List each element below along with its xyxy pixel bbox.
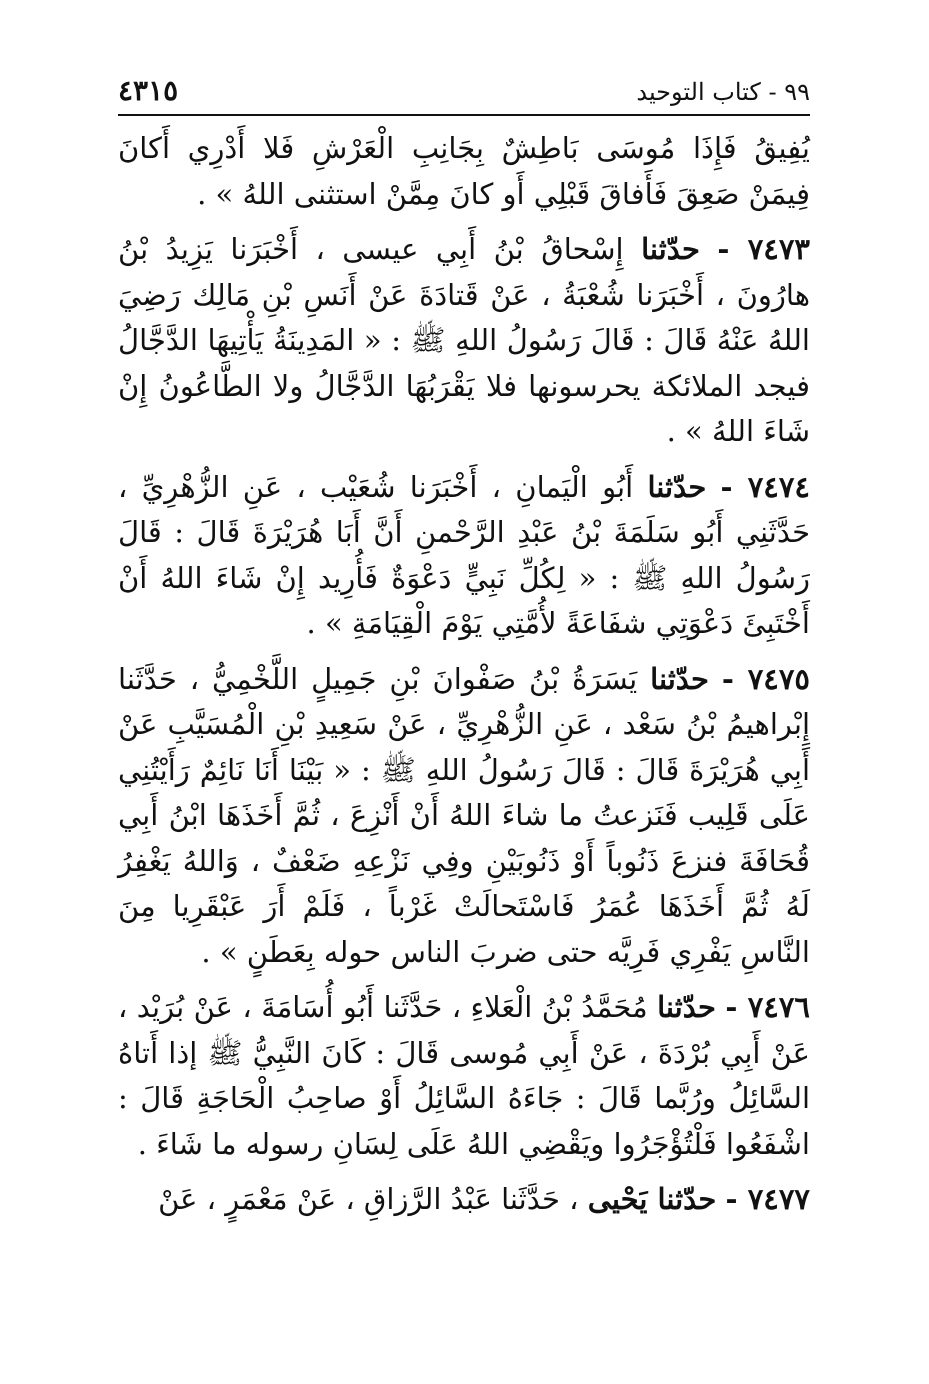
hadith-text: يَسَرَةُ بْنُ صَفْوانَ بْنِ جَمِيلٍ اللَّخْمِيُّ ، حَدَّثَنا إِبْراهيمُ بْنُ سَعْد ، عَنِ الزُّهْرِيِّ ، عَنْ سَعِيدِ بْنِ الْمُسَيَّبِ عَنْ أَبِي هُرَيْرَةَ قَالَ : قَالَ رَسُولُ اللهِ ﷺ : « بَيْنَا أَنَا نَائِمٌ رَأَيْتُنِي عَلَى قَلِيب فَنَزعتُ ما شاءَ اللهُ أَنْ أَنْزِعَ ، ثُمَّ أَخَذَهَا ابْنُ أَبِي قُحَافَةَ فنزعَ ذَنُوباً أَوْ ذَنُوبَيْنِ وفِي نَزْعِهِ ضَعْفٌ ، وَاللهُ يَغْفِرُ لَهُ ثُمَّ أَخَذَهَا عُمَرُ فَاسْتَحالَتْ غَرْباً ، فَلَمْ أَرَ عَبْقَرِيا مِنَ النَّاسِ يَفْرِي فَرِيَّه حتى ضربَ الناس حوله بِعَطَنٍ » . [118, 661, 810, 969]
hadith-number: ٧٤٧٧ - [725, 1182, 810, 1216]
chapter-title: ٩٩ - كتاب التوحيد [636, 78, 810, 106]
hadith-7473 [118, 227, 810, 455]
hadith-number: ٧٤٧٤ - [720, 469, 811, 504]
hadith-lead: حدّثنا [657, 990, 716, 1024]
hadith-number: ٧٤٧٣ - [717, 232, 811, 266]
hadith-7474 [118, 465, 810, 647]
book-page [118, 70, 810, 1233]
hadith-number: ٧٤٧٦ - [725, 990, 811, 1024]
hadith-lead: حدّثنا [650, 661, 709, 696]
paragraph-continuation [118, 126, 810, 217]
hadith-7475 [118, 657, 810, 976]
hadith-lead: حدّثنا [647, 469, 707, 504]
hadith-7477 [118, 1177, 810, 1223]
paragraph-text: يُفِيقُ فَإِذَا مُوسَى بَاطِشٌ بِجَانِبِ الْعَرْشِ فَلا أَدْرِي أَكانَ فِيمَنْ صَعِقَ فَأَفاقَ قَبْلِي أَو كانَ مِمَّنْ استثنى اللهُ » . [118, 131, 810, 211]
hadith-text: إِسْحاقُ بْنُ أَبِي عيسى ، أَخْبَرَنا يَزِيدُ بْنُ هارُونَ ، أَخْبَرَنا شُعْبَةُ ، عَنْ قَتادَةَ عَنْ أَنَسِ بْنِ مَالِك رَضِيَ اللهُ عَنْهُ قَالَ : قَالَ رَسُولُ اللهِ ﷺ : « المَدِينَةُ يَأْتِيهَا الدَّجَّالُ فيجد الملائكة يحرسونها فلا يَقْرَبُهَا الدَّجَّالُ ولا الطَّاعُونُ إِنْ شَاءَ اللهُ » . [118, 232, 810, 448]
hadith-lead: حدّثنا يَحْيى [587, 1182, 717, 1216]
hadith-text: مُحَمَّدُ بْنُ الْعَلاءِ ، حَدَّثَنا أَبُو أُسَامَةَ ، عَنْ بُرَيْد ، عَنْ أَبِي بُرْدَةَ ، عَنْ أَبِي مُوسى قَالَ : كَانَ النَّبِيُّ ﷺ إذا أَتاهُ السَّائِلُ ورُبَّما قَالَ : جَاءَهُ السَّائِلُ أَوْ صاحِبُ الْحَاجَةِ قَالَ : اشْفَعُوا فَلْتُؤْجَرُوا ويَقْضِي اللهُ عَلَى لِسَانِ رسوله ما شَاءَ . [118, 990, 810, 1161]
hadith-text: أَبُو الْيَمانِ ، أَخْبَرَنا شُعَيْب ، عَنِ الزُّهْرِيِّ ، حَدَّثَنِي أَبُو سَلَمَةَ بْنُ عَبْدِ الرَّحْمنِ أَنَّ أَبَا هُرَيْرَةَ قَالَ : قَالَ رَسُولُ اللهِ ﷺ : « لِكُلِّ نَبِيٍّ دَعْوَةٌ فَأُرِيد إِنْ شَاءَ اللهُ أَنْ أَخْتَبِئَ دَعْوَتِي شفَاعَةً لأُمَّتِي يَوْمَ الْقِيَامَةِ » . [118, 469, 810, 640]
page-body [118, 126, 810, 1223]
hadith-7476 [118, 985, 810, 1167]
page-header [118, 70, 810, 116]
hadith-number: ٧٤٧٥ - [721, 661, 811, 696]
hadith-lead: حدّثنا [641, 232, 700, 266]
hadith-text: ، حَدَّثَنا عَبْدُ الرَّزاقِ ، عَنْ مَعْمَرٍ ، عَنْ [158, 1182, 579, 1216]
page-number: ٤٣١٥ [118, 74, 179, 107]
